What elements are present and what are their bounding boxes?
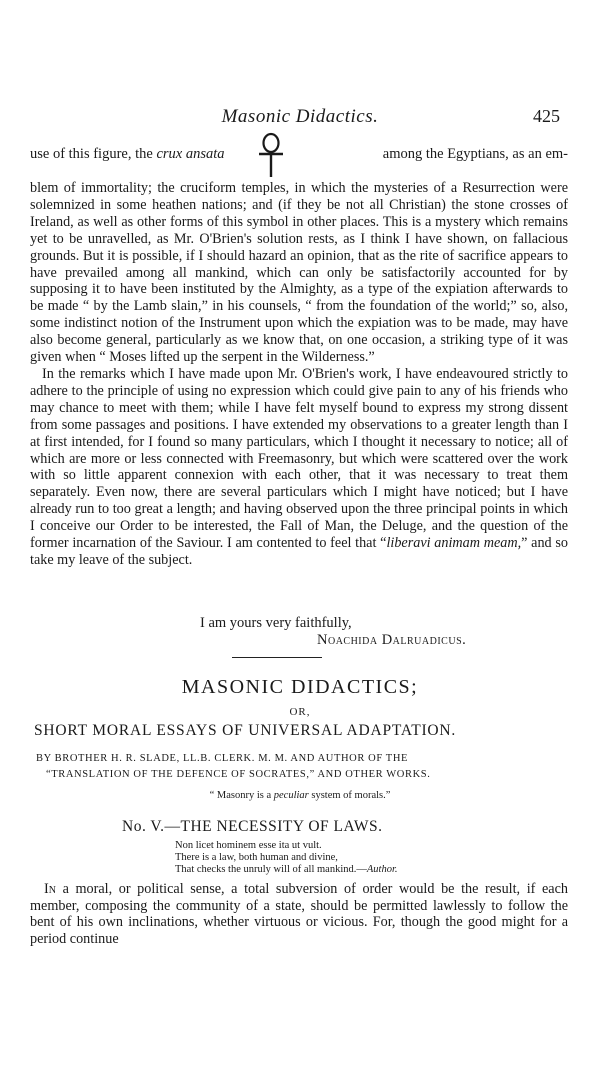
paragraph-3-lead: In (44, 881, 56, 897)
article-title: MASONIC DIDACTICS; (181, 676, 419, 698)
motto-end: system of morals.” (308, 790, 391, 801)
latin-quote: liberavi animam meam, (386, 535, 522, 552)
epigraph-line-1: Non licet hominem esse ita ut vult. (175, 840, 322, 851)
section-title: No. V.—THE NECESSITY OF LAWS. (122, 818, 383, 835)
motto (0, 790, 600, 801)
byline (36, 751, 571, 783)
motto-italic: peculiar (273, 790, 309, 801)
signature: Noachida Dalruadicus. (317, 632, 467, 648)
opening-line (30, 140, 568, 180)
paragraph-2-text (30, 366, 568, 569)
paragraph-3 (30, 881, 568, 947)
byline-line-2: “TRANSLATION OF THE DEFENCE OF SOCRATES,” AND OTHER WORKS. (46, 769, 431, 780)
crux-ansata-term: crux ansata (156, 146, 225, 162)
opening-line-left (30, 146, 225, 163)
article-subtitle: SHORT MORAL ESSAYS OF UNIVERSAL ADAPTATION. (34, 722, 457, 739)
byline-line-1: BY BROTHER H. R. SLADE, LL.B. CLERK. M. M. AND AUTHOR OF THE (36, 753, 409, 764)
paragraph-1 (30, 180, 568, 569)
paragraph-3-text (30, 881, 568, 947)
section-divider (232, 657, 322, 658)
page-header (0, 106, 600, 130)
epigraph-line-3 (175, 864, 398, 876)
article-or: OR, (289, 706, 311, 718)
page-number: 425 (533, 106, 560, 126)
epigraph (175, 840, 398, 876)
paragraph-2-main: In the remarks which I have made upon Mr. O'Brien's work, I have endeavoured strictly to adhere to the principle of using no expression which could give pain to any of his friends who may chance to meet with them; while I have felt myself bound to express my strong dissent from some passages and positions. I have extended my observations to a greater length than I at first intended, for I found so many particulars, which I thought it necessary to notice; all of which are more or less connected with Freemasonry, but which were scattered over the work with so little apparent connexion with each other, that it was necessary to treat them separately. Even now, there are several particulars which I might have noticed; but I have already run to too great a length; and having observed upon the three principal points in which I conceive our Order to be interested, the Fall of Man, the Deluge, and the question of the former incarnation of the Saviour. I am contented to feel that “ (30, 365, 568, 552)
paragraph-1-text: blem of immortality; the cruciform temples, in which the mysteries of a Resurrection were solemnized in some heathen nations; and (if they be not all Christian) the stone crosses of Ireland, as well as other forms of this symbol in other places. This is a mystery which remains yet to be unravelled, as Mr. O'Brien's solution rests, as I think I have shown, on fallacious grounds. But it is possible, if I should hazard an opinion, that as the rite of sacrifice appears to have prevailed among all mankind, which can only be satisfactorily accounted for by supposing it to have been instituted by the Almighty, as a type of the expiation afterwards to be made “ by the Lamb slain,” in his counsels, “ from the foundation of the world;” so, also, some indistinct notion of the Instrument upon which the expiation was to be made, may have also become general, particularly as we know that, on one occasion, a striking type of it was given when “ Moses lifted up the serpent in the Wilderness.” (30, 180, 568, 366)
valediction: I am yours very faithfully, (200, 615, 352, 631)
opening-line-right: among the Egyptians, as an em- (382, 146, 568, 162)
epigraph-author: Author. (366, 864, 398, 875)
epigraph-line-3-text: That checks the unruly will of all mankind.— (175, 864, 367, 875)
epigraph-line-2: There is a law, both human and divine, (175, 852, 338, 863)
opening-text: use of this figure, the (30, 146, 157, 162)
paragraph-2-end: ” and so take my leave of the subject. (30, 535, 568, 568)
motto-start: “ Masonry is a (209, 790, 274, 801)
ankh-icon (256, 132, 286, 178)
running-title: Masonic Didactics. (221, 106, 379, 127)
paragraph-3-body: a moral, or political sense, a total subversion of order would be the result, if each member, composing the community of a state, should be permitted lawlessly to follow the bent of his own inclinations, whether virtuous or vicious. For, though the good might for a period continue (30, 881, 568, 947)
